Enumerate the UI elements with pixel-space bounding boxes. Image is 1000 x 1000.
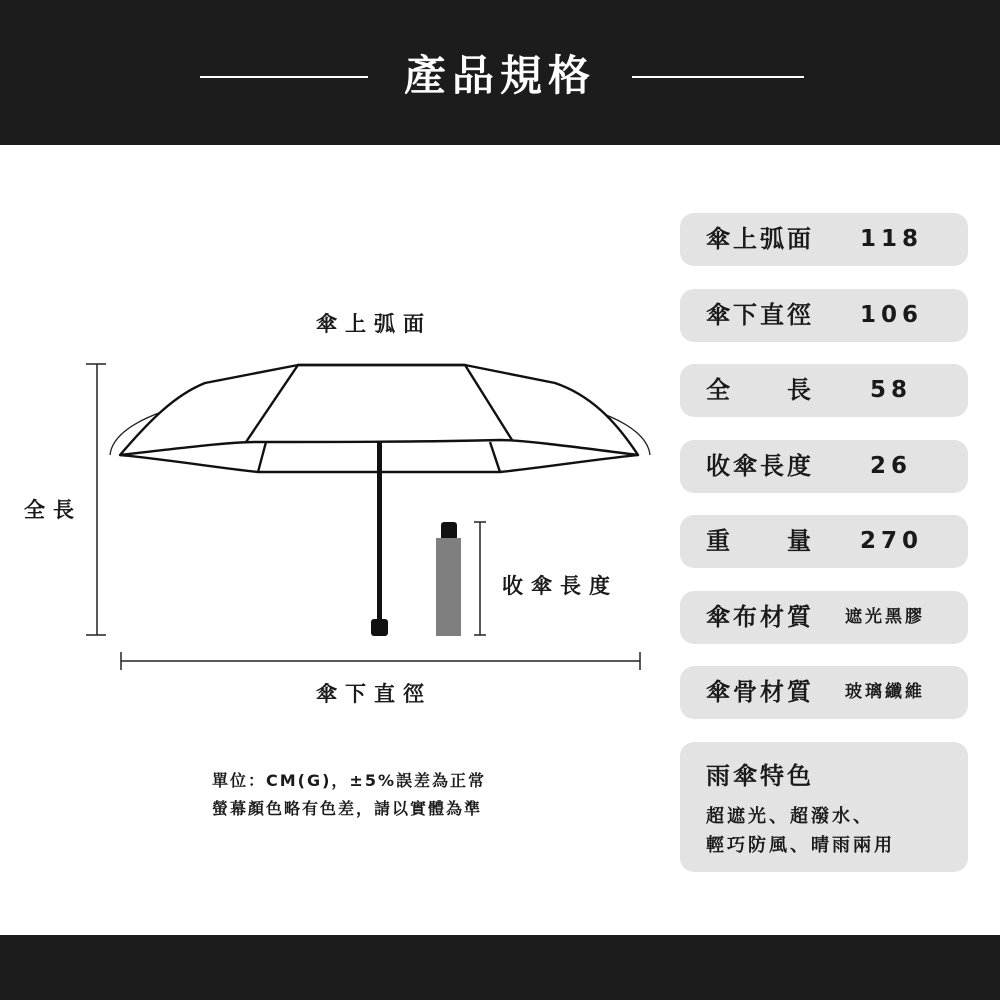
umbrella-handle <box>371 619 388 636</box>
header-divider-right <box>632 76 804 78</box>
footer-bar <box>0 935 1000 1000</box>
umbrella-shaft <box>377 442 382 620</box>
spec-row <box>680 213 968 266</box>
spec-row <box>680 666 968 719</box>
color-note: 螢幕顏色略有色差，請以實體為準 <box>212 799 483 818</box>
spec-label: 收傘長度 <box>706 452 814 480</box>
diameter-label: 傘下直徑 <box>316 682 432 706</box>
spec-value: 58 <box>870 377 913 403</box>
arc-label: 傘上弧面 <box>316 312 432 336</box>
spec-row <box>680 591 968 644</box>
spec-label: 重 量 <box>706 527 814 555</box>
unit-note: 單位：CM(G)，±5%誤差為正常 <box>212 771 486 790</box>
folded-umbrella <box>436 538 461 636</box>
header-bar <box>0 0 1000 145</box>
spec-value: 106 <box>860 302 924 328</box>
spec-value: 118 <box>860 226 924 252</box>
spec-value: 玻璃纖維 <box>845 682 925 702</box>
spec-label: 全 長 <box>706 376 814 404</box>
features-line: 輕巧防風、晴雨兩用 <box>706 835 895 856</box>
spec-row <box>680 440 968 493</box>
spec-label: 傘骨材質 <box>706 678 814 706</box>
folded-length-label: 收傘長度 <box>502 574 618 598</box>
spec-label: 傘布材質 <box>706 603 814 631</box>
spec-value: 26 <box>870 453 913 479</box>
features-title: 雨傘特色 <box>706 762 814 790</box>
spec-label: 傘上弧面 <box>706 225 814 253</box>
spec-row <box>680 289 968 342</box>
spec-row <box>680 515 968 568</box>
spec-value: 270 <box>860 528 924 554</box>
features-line: 超遮光、超潑水、 <box>706 806 874 827</box>
full-length-label: 全長 <box>24 498 82 522</box>
page-title: 產品規格 <box>403 51 596 100</box>
canopy-upper <box>120 365 638 455</box>
spec-value: 遮光黑膠 <box>845 607 925 627</box>
folded-umbrella-handle <box>441 522 457 540</box>
spec-row <box>680 364 968 417</box>
spec-label: 傘下直徑 <box>706 301 814 329</box>
features-box <box>680 742 968 872</box>
